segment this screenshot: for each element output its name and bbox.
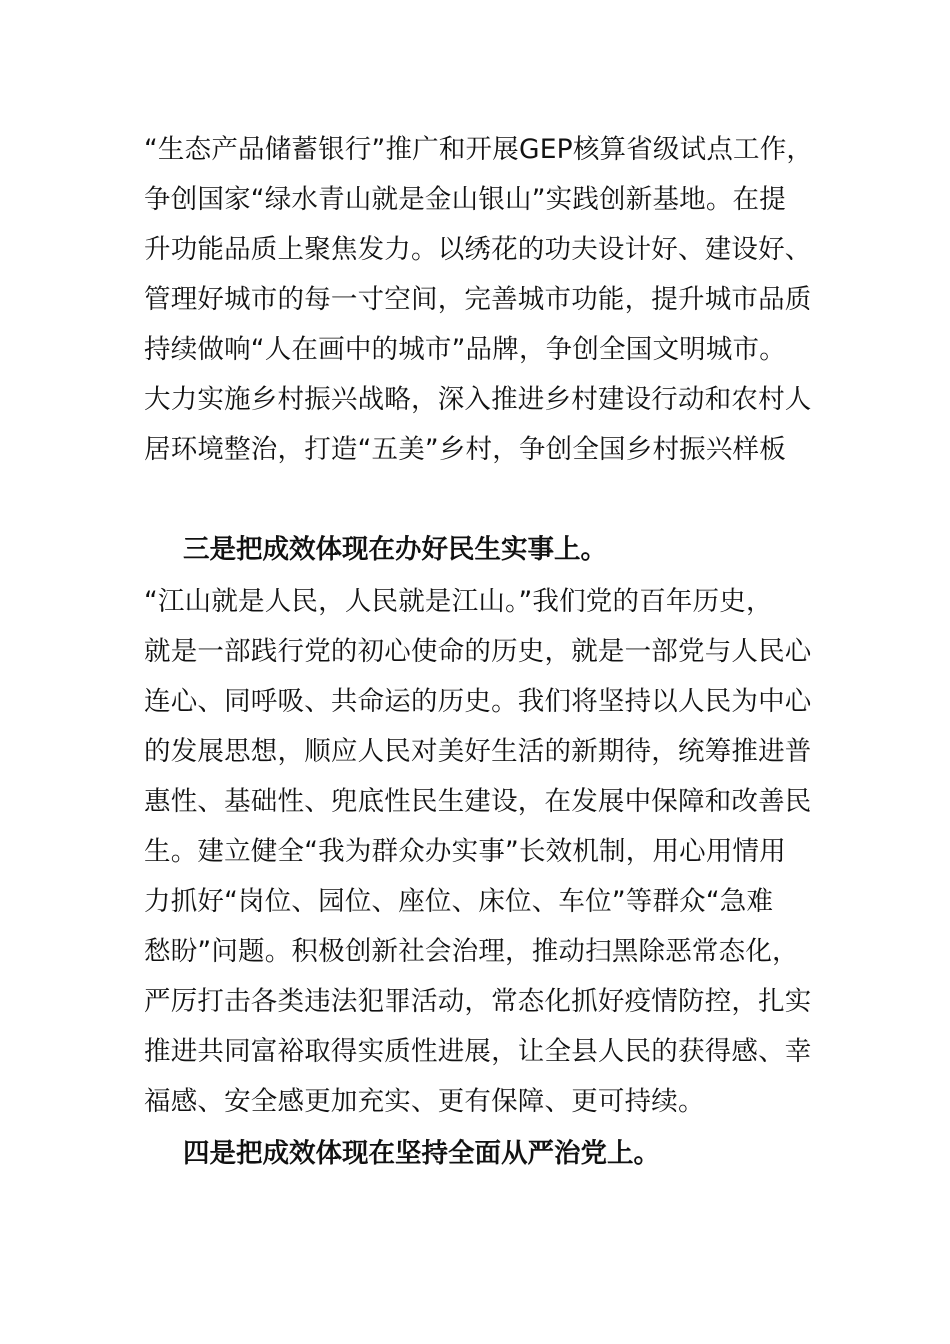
paragraph-1-line-7: 居环境整治，打造“五美”乡村，争创全国乡村振兴样板 (144, 434, 786, 465)
paragraph-2-line-2: 就是一部践行党的初心使命的历史，就是一部党与人民心 (144, 636, 812, 667)
paragraph-2-line-9: 严厉打击各类违法犯罪活动，常态化抓好疫情防控，扎实 (144, 986, 812, 1017)
paragraph-2-line-8: 愁盼”问题。积极创新社会治理，推动扫黑除恶常态化， (144, 936, 799, 967)
paragraph-2-line-7: 力抓好“岗位、园位、座位、床位、车位”等群众“急难 (144, 886, 774, 917)
paragraph-2-line-6: 生。建立健全“我为群众办实事”长效机制，用心用情用 (144, 836, 786, 867)
paragraph-2-line-1: “江山就是人民，人民就是江山。”我们党的百年历史， (144, 586, 773, 617)
paragraph-1-line-2: 争创国家“绿水青山就是金山银山”实践创新基地。在提 (144, 184, 786, 215)
paragraph-2-line-10: 推进共同富裕取得实质性进展，让全县人民的获得感、幸 (144, 1036, 812, 1067)
paragraph-1-line-6: 大力实施乡村振兴战略，深入推进乡村建设行动和农村人 (144, 384, 812, 415)
paragraph-2-line-4: 的发展思想，顺应人民对美好生活的新期待，统筹推进普 (144, 736, 812, 767)
paragraph-2-line-3: 连心、同呼吸、共命运的历史。我们将坚持以人民为中心 (144, 686, 812, 717)
section-heading-4: 四是把成效体现在坚持全面从严治党上。 (183, 1138, 660, 1169)
paragraph-1-line-1: “生态产品储蓄银行”推广和开展GEP核算省级试点工作， (144, 134, 814, 165)
paragraph-2-line-5: 惠性、基础性、兜底性民生建设，在发展中保障和改善民 (144, 786, 812, 817)
paragraph-1-line-5: 持续做响“人在画中的城市”品牌，争创全国文明城市。 (144, 334, 786, 365)
section-heading-3: 三是把成效体现在办好民生实事上。 (183, 534, 607, 565)
paragraph-2-line-11: 福感、安全感更加充实、更有保障、更可持续。 (144, 1086, 705, 1117)
paragraph-1-line-3: 升功能品质上聚焦发力。以绣花的功夫设计好、建设好、 (144, 234, 812, 265)
paragraph-1-line-4: 管理好城市的每一寸空间，完善城市功能，提升城市品质 (144, 284, 812, 315)
